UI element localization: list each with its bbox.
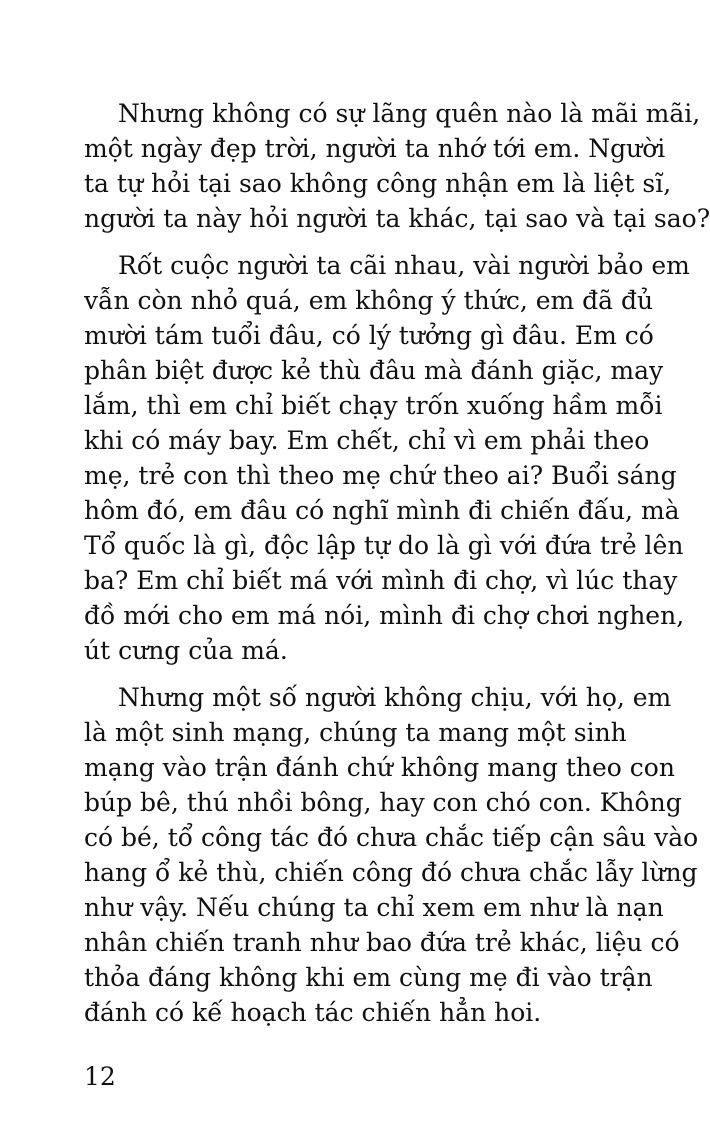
page-number: 12: [84, 1062, 116, 1091]
body-text: [84, 96, 710, 1042]
text-line: có bé, tổ công tác đó chưa chắc tiếp cận sâu vào: [84, 823, 699, 852]
text-line: mẹ, trẻ con thì theo mẹ chứ theo ai? Buổi sáng: [84, 461, 677, 490]
text-line: đánh có kế hoạch tác chiến hẳn hoi.: [84, 998, 542, 1027]
text-line: út cưng của má.: [84, 636, 288, 665]
text-line: Rốt cuộc người ta cãi nhau, vài người bảo em: [118, 251, 690, 280]
text-line: Nhưng một số người không chịu, với họ, em: [118, 683, 672, 712]
paragraph-2: [84, 248, 690, 668]
text-line: búp bê, thú nhồi bông, hay con chó con. Không: [84, 788, 682, 817]
text-line: mạng vào trận đánh chứ không mang theo con: [84, 753, 675, 782]
text-line: nhân chiến tranh như bao đứa trẻ khác, liệu có: [84, 928, 680, 957]
text-line: Nhưng không có sự lãng quên nào là mãi mãi,: [118, 99, 701, 128]
text-line: mười tám tuổi đâu, có lý tưởng gì đâu. Em có: [84, 321, 654, 350]
text-line: một ngày đẹp trời, người ta nhớ tới em. Người: [84, 134, 666, 163]
text-line: ba? Em chỉ biết má với mình đi chợ, vì lúc thay: [84, 566, 678, 595]
paragraph-1: [84, 96, 710, 236]
text-line: đồ mới cho em má nói, mình đi chợ chơi nghen,: [84, 601, 685, 630]
text-line: người ta này hỏi người ta khác, tại sao và tại sao?: [84, 204, 710, 233]
text-line: thỏa đáng không khi em cùng mẹ đi vào trận: [84, 963, 653, 992]
text-line: như vậy. Nếu chúng ta chỉ xem em như là nạn: [84, 893, 664, 922]
paragraph-3: [84, 680, 699, 1030]
text-line: ta tự hỏi tại sao không công nhận em là liệt sĩ,: [84, 169, 672, 198]
text-line: khi có máy bay. Em chết, chỉ vì em phải theo: [84, 426, 650, 455]
text-line: Tổ quốc là gì, độc lập tự do là gì với đứa trẻ lên: [84, 531, 684, 560]
text-line: là một sinh mạng, chúng ta mang một sinh: [84, 718, 627, 747]
text-line: lắm, thì em chỉ biết chạy trốn xuống hầm mỗi: [84, 391, 663, 420]
text-line: hôm đó, em đâu có nghĩ mình đi chiến đấu, mà: [84, 496, 680, 525]
text-line: phân biệt được kẻ thù đâu mà đánh giặc, may: [84, 356, 664, 385]
text-line: vẫn còn nhỏ quá, em không ý thức, em đã đủ: [84, 286, 654, 315]
text-line: hang ổ kẻ thù, chiến công đó chưa chắc lẫy lừng: [84, 858, 698, 887]
